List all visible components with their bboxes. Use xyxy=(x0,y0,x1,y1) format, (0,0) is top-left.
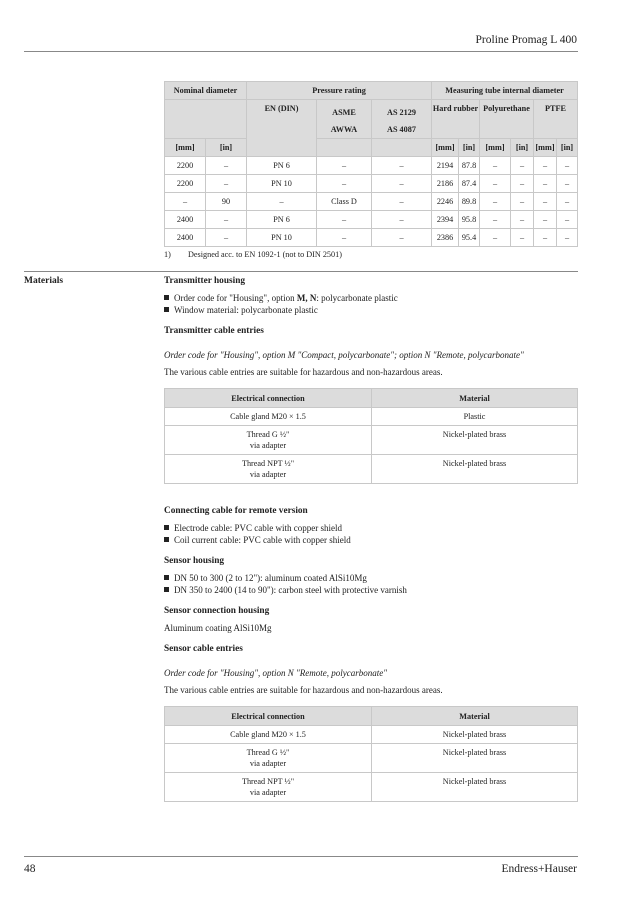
table-cell: – xyxy=(371,229,431,247)
table-cell: – xyxy=(534,229,557,247)
heading-connecting-cable: Connecting cable for remote version xyxy=(164,506,308,516)
table-cell: – xyxy=(371,211,431,229)
table-cell: – xyxy=(534,211,557,229)
col-electrical-connection: Electrical connection xyxy=(165,707,372,726)
table-row xyxy=(165,426,578,455)
unit-mm: [mm] xyxy=(165,139,206,157)
table-cell: Thread NPT ½" via adapter xyxy=(165,455,372,484)
list-item: DN 350 to 2400 (14 to 90"): carbon steel with protective varnish xyxy=(164,584,578,596)
table-cell: – xyxy=(534,157,557,175)
header-polyurethane: Polyurethane xyxy=(480,100,534,139)
unit-blank xyxy=(317,139,372,157)
bullet-square-icon xyxy=(164,307,169,312)
table-row xyxy=(165,193,578,211)
table-cell: – xyxy=(557,157,578,175)
table-cell: 2186 xyxy=(432,175,459,193)
table-cell: Thread G ½" via adapter xyxy=(165,426,372,455)
table-row xyxy=(165,773,578,802)
footnote-text: Designed acc. to EN 1092-1 (not to DIN 2501) xyxy=(188,250,342,259)
list-item: DN 50 to 300 (2 to 12"): aluminum coated AlSi10Mg xyxy=(164,572,578,584)
table-row xyxy=(165,408,578,426)
table-cell: – xyxy=(165,193,206,211)
header-nominal-blank xyxy=(165,100,247,139)
unit-blank xyxy=(371,139,431,157)
table-cell: 95.8 xyxy=(459,211,480,229)
unit-mm: [mm] xyxy=(534,139,557,157)
table-cell: 95.4 xyxy=(459,229,480,247)
table-cell: – xyxy=(206,157,247,175)
bullet-square-icon xyxy=(164,587,169,592)
table-cell: – xyxy=(480,157,511,175)
table-cell: – xyxy=(206,229,247,247)
table-cell: – xyxy=(317,157,372,175)
table-row xyxy=(165,455,578,484)
order-code-text: Order code for "Housing", option M "Compact, polycarbonate"; option N "Remote, polycarbonate" xyxy=(164,350,524,360)
transmitter-cable-table xyxy=(164,388,578,484)
table-cell: – xyxy=(511,157,534,175)
table-cell: 2194 xyxy=(432,157,459,175)
page-header-title: Proline Promag L 400 xyxy=(475,34,577,46)
table-cell: – xyxy=(371,193,431,211)
sensor-cable-table xyxy=(164,706,578,802)
table-cell: – xyxy=(511,229,534,247)
table-cell: PN 6 xyxy=(247,211,317,229)
table-cell: Nickel-plated brass xyxy=(372,455,578,484)
table-cell: – xyxy=(480,193,511,211)
heading-transmitter-cable-entries: Transmitter cable entries xyxy=(164,326,264,336)
unit-in: [in] xyxy=(511,139,534,157)
table-cell: Nickel-plated brass xyxy=(372,426,578,455)
list-item: Order code for "Housing", option M, N: polycarbonate plastic xyxy=(164,292,578,304)
heading-sensor-cable-entries: Sensor cable entries xyxy=(164,644,243,654)
bullet-square-icon xyxy=(164,575,169,580)
table-cell: – xyxy=(557,175,578,193)
section-rule xyxy=(24,271,578,272)
col-material: Material xyxy=(372,707,578,726)
unit-mm: [mm] xyxy=(432,139,459,157)
header-measuring-tube: Measuring tube internal diameter xyxy=(432,82,578,100)
table-row xyxy=(165,157,578,175)
header-rule xyxy=(24,51,578,52)
table-cell: – xyxy=(534,193,557,211)
table-cell: – xyxy=(317,175,372,193)
header-en-din: EN (DIN) xyxy=(247,100,317,157)
table-cell: 2400 xyxy=(165,229,206,247)
table-cell: – xyxy=(511,175,534,193)
table-cell: – xyxy=(557,229,578,247)
table-cell: PN 10 xyxy=(247,175,317,193)
list-item: Electrode cable: PVC cable with copper shield xyxy=(164,522,578,534)
bullet-list xyxy=(164,292,578,316)
table-row xyxy=(165,744,578,773)
heading-transmitter-housing: Transmitter housing xyxy=(164,276,246,286)
table-cell: – xyxy=(557,193,578,211)
bullet-list xyxy=(164,572,578,596)
table-cell: PN 10 xyxy=(247,229,317,247)
hazard-note: The various cable entries are suitable for hazardous and non-hazardous areas. xyxy=(164,685,443,695)
table-cell: 89.8 xyxy=(459,193,480,211)
table-cell: 90 xyxy=(206,193,247,211)
nominal-diameter-table xyxy=(164,81,578,247)
table-cell: – xyxy=(317,211,372,229)
materials-content xyxy=(164,276,578,802)
hazard-note: The various cable entries are suitable for hazardous and non-hazardous areas. xyxy=(164,367,443,377)
table-cell: Nickel-plated brass xyxy=(372,773,578,802)
footnote xyxy=(164,250,342,259)
table-cell: Cable gland M20 × 1.5 xyxy=(165,408,372,426)
table-cell: Class D xyxy=(317,193,372,211)
table-cell: 2394 xyxy=(432,211,459,229)
list-item: Coil current cable: PVC cable with copper shield xyxy=(164,534,578,546)
table-cell: 87.8 xyxy=(459,157,480,175)
sensor-connection-housing-text: Aluminum coating AlSi10Mg xyxy=(164,623,272,633)
table-cell: – xyxy=(534,175,557,193)
table-row xyxy=(165,726,578,744)
unit-in: [in] xyxy=(557,139,578,157)
order-code-text: Order code for "Housing", option N "Remote, polycarbonate" xyxy=(164,668,388,678)
header-asme-awwa xyxy=(317,100,372,139)
unit-in: [in] xyxy=(459,139,480,157)
table-cell: 2400 xyxy=(165,211,206,229)
table-row xyxy=(165,211,578,229)
table-cell: 2200 xyxy=(165,157,206,175)
table-cell: – xyxy=(511,211,534,229)
footer-rule xyxy=(24,856,578,857)
table-cell: – xyxy=(480,229,511,247)
bullet-list xyxy=(164,522,578,546)
header-as2129: AS 2129 xyxy=(387,108,416,117)
heading-sensor-housing: Sensor housing xyxy=(164,556,225,566)
bullet-square-icon xyxy=(164,537,169,542)
table-cell: – xyxy=(557,211,578,229)
col-material: Material xyxy=(372,389,578,408)
header-nominal-diameter: Nominal diameter xyxy=(165,82,247,100)
table-cell: 2386 xyxy=(432,229,459,247)
header-pressure-rating: Pressure rating xyxy=(247,82,432,100)
bullet-square-icon xyxy=(164,525,169,530)
col-electrical-connection: Electrical connection xyxy=(165,389,372,408)
table-cell: – xyxy=(247,193,317,211)
header-as4087: AS 4087 xyxy=(387,125,416,134)
header-as-standards xyxy=(371,100,431,139)
unit-in: [in] xyxy=(206,139,247,157)
table-cell: Thread G ½" via adapter xyxy=(165,744,372,773)
footnote-mark: 1) xyxy=(164,250,171,259)
table-cell: PN 6 xyxy=(247,157,317,175)
table-cell: 2200 xyxy=(165,175,206,193)
table-cell: 2246 xyxy=(432,193,459,211)
table-cell: Nickel-plated brass xyxy=(372,726,578,744)
header-hard-rubber: Hard rubber xyxy=(432,100,480,139)
bullet-square-icon xyxy=(164,295,169,300)
table-cell: 87.4 xyxy=(459,175,480,193)
section-label-materials: Materials xyxy=(24,276,64,286)
option-codes: M, N xyxy=(296,293,317,303)
table-row xyxy=(165,175,578,193)
header-asme: ASME xyxy=(332,108,356,117)
footer-brand: Endress+Hauser xyxy=(501,863,577,875)
table-row xyxy=(165,229,578,247)
page-number: 48 xyxy=(24,863,36,875)
table-cell: – xyxy=(371,157,431,175)
table-cell: – xyxy=(480,211,511,229)
table-cell: – xyxy=(480,175,511,193)
list-item: Window material: polycarbonate plastic xyxy=(164,304,578,316)
table-cell: – xyxy=(371,175,431,193)
unit-mm: [mm] xyxy=(480,139,511,157)
table-cell: Cable gland M20 × 1.5 xyxy=(165,726,372,744)
heading-sensor-connection-housing: Sensor connection housing xyxy=(164,606,270,616)
table-cell: Nickel-plated brass xyxy=(372,744,578,773)
table-cell: – xyxy=(317,229,372,247)
header-awwa: AWWA xyxy=(330,125,358,134)
table-cell: – xyxy=(511,193,534,211)
table-cell: Plastic xyxy=(372,408,578,426)
table-cell: Thread NPT ½" via adapter xyxy=(165,773,372,802)
table-cell: – xyxy=(206,211,247,229)
header-ptfe: PTFE xyxy=(534,100,578,139)
table-cell: – xyxy=(206,175,247,193)
